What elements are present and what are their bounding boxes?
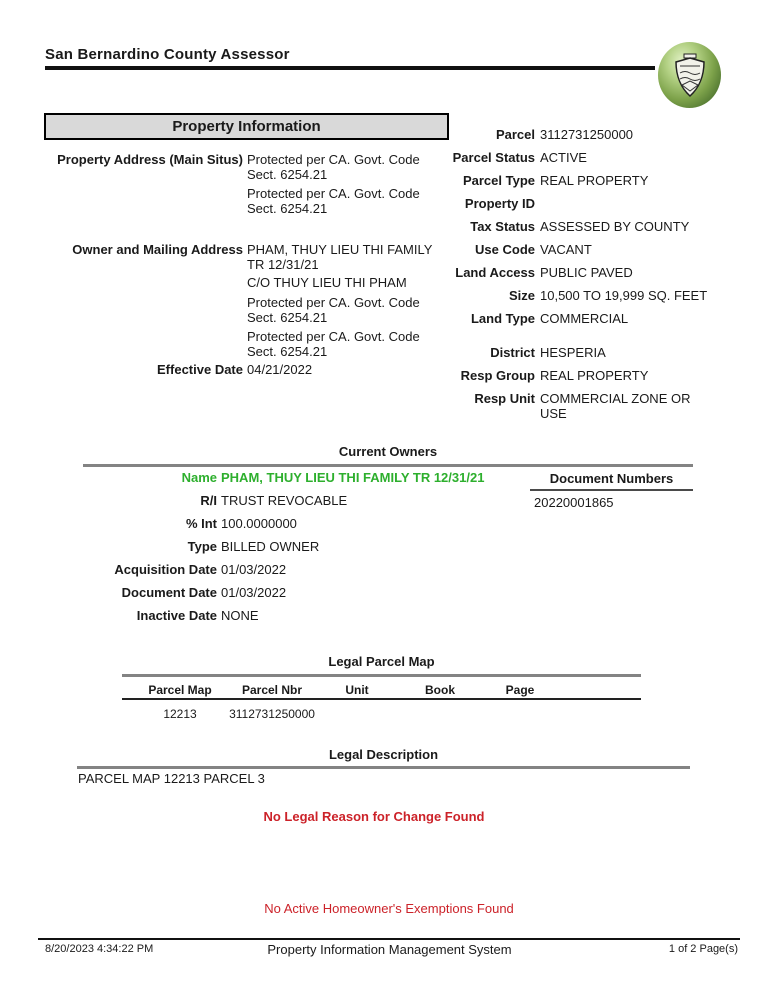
field-label-parcel-status: Parcel Status [452,150,535,165]
current-owners-divider [83,464,693,467]
owner-name-value: PHAM, THUY LIEU THI FAMILY TR 12/31/21 [221,470,485,485]
notice-no-legal-reason: No Legal Reason for Change Found [263,809,485,824]
field-label-use-code: Use Code [475,242,535,257]
section-title-property-information: Property Information [44,113,449,140]
field-label-property-id: Property ID [464,196,535,211]
field-value-use-code: VACANT [540,242,592,257]
field-label-tax-status: Tax Status [470,219,535,234]
field-value-land-type: COMMERCIAL [540,311,629,326]
field-label-parcel: Parcel [495,127,535,142]
owner-acquisition-date-value: 01/03/2022 [221,562,287,577]
field-value-effective-date: 04/21/2022 [247,362,313,377]
owner-inactive-date-label: Inactive Date [136,608,217,623]
field-value-owner-address-1: Protected per CA. Govt. Code Sect. 6254.21 [247,295,420,325]
legal-parcel-map-divider [122,674,641,677]
field-value-land-access: PUBLIC PAVED [540,265,633,280]
owner-acquisition-date-label: Acquisition Date [114,562,217,577]
field-value-owner-address-2: Protected per CA. Govt. Code Sect. 6254.21 [247,329,420,359]
header-divider [45,66,655,70]
footer-timestamp: 8/20/2023 4:34:22 PM [45,943,154,955]
county-seal-icon [658,42,721,108]
field-label-resp-unit: Resp Unit [474,391,535,406]
section-title-current-owners: Current Owners [338,444,438,459]
field-label-district: District [490,345,535,360]
legal-description-divider [77,766,690,769]
field-value-parcel-status: ACTIVE [540,150,587,165]
owner-ri-label: R/I [200,493,217,508]
section-title-legal-parcel-map: Legal Parcel Map [328,654,435,669]
legal-parcel-map-header-underline [122,698,641,700]
footer-system-name: Property Information Management System [267,942,512,957]
notice-no-exemptions: No Active Homeowner's Exemptions Found [264,901,514,916]
owner-ri-value: TRUST REVOCABLE [221,493,348,508]
field-label-owner-mailing-address: Owner and Mailing Address [72,242,243,257]
document-numbers-header: Document Numbers [549,471,674,486]
field-value-property-address-2: Protected per CA. Govt. Code Sect. 6254.21 [247,186,420,216]
owner-pct-int-value: 100.0000000 [221,516,297,531]
field-value-property-address-1: Protected per CA. Govt. Code Sect. 6254.21 [247,152,420,182]
field-label-parcel-type: Parcel Type [462,173,535,188]
footer-page-count: 1 of 2 Page(s) [668,943,738,955]
column-header-parcel-map: Parcel Map [148,683,212,697]
field-value-size: 10,500 TO 19,999 SQ. FEET [540,288,708,303]
owner-type-label: Type [187,539,217,554]
field-label-size: Size [508,288,535,303]
legal-description-text: PARCEL MAP 12213 PARCEL 3 [78,771,265,786]
county-seal-shield-icon [673,53,707,97]
owner-document-date-label: Document Date [121,585,217,600]
field-value-district: HESPERIA [540,345,606,360]
field-value-resp-group: REAL PROPERTY [540,368,649,383]
column-header-book: Book [425,683,455,697]
owner-inactive-date-value: NONE [221,608,259,623]
field-value-parcel: 3112731250000 [540,127,634,142]
field-value-tax-status: ASSESSED BY COUNTY [540,219,690,234]
table-cell-parcel-nbr: 3112731250000 [229,707,315,721]
section-title-legal-description: Legal Description [328,747,439,762]
field-value-owner-name: PHAM, THUY LIEU THI FAMILY TR 12/31/21 [247,242,433,272]
column-header-page: Page [505,683,535,697]
owner-type-value: BILLED OWNER [221,539,320,554]
field-label-land-type: Land Type [470,311,535,326]
owner-name-label: Name [181,470,217,485]
document-numbers-value: 20220001865 [534,495,614,510]
owner-document-date-value: 01/03/2022 [221,585,287,600]
field-value-parcel-type: REAL PROPERTY [540,173,649,188]
table-cell-parcel-map: 12213 [163,707,197,721]
field-value-resp-unit: COMMERCIAL ZONE OR USE [540,391,691,421]
column-header-unit: Unit [345,683,369,697]
field-label-property-address: Property Address (Main Situs) [57,152,243,167]
field-label-land-access: Land Access [455,265,535,280]
page-title: San Bernardino County Assessor [45,46,290,63]
field-label-effective-date: Effective Date [157,362,243,377]
column-header-parcel-nbr: Parcel Nbr [241,683,303,697]
document-numbers-divider [530,489,693,491]
footer-divider [38,938,740,940]
field-value-owner-care-of: C/O THUY LIEU THI PHAM [247,275,407,290]
owner-pct-int-label: % Int [185,516,217,531]
field-label-resp-group: Resp Group [460,368,535,383]
